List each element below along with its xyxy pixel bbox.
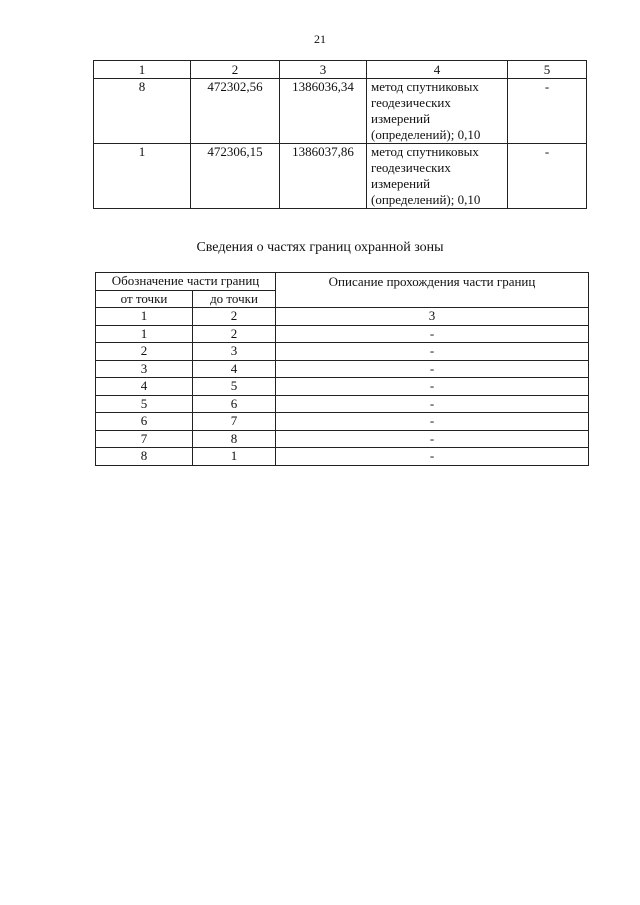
description-cell: - xyxy=(276,325,589,343)
table-row xyxy=(94,144,587,209)
description-cell: - xyxy=(276,360,589,378)
coordinates-header-cell: 2 xyxy=(191,61,280,79)
boundary-parts-table xyxy=(95,272,589,466)
parts-numbering-row xyxy=(96,308,589,326)
from-point-cell: 3 xyxy=(96,360,193,378)
to-point-cell: 2 xyxy=(193,325,276,343)
note-cell: - xyxy=(508,79,587,144)
table-row xyxy=(96,343,589,361)
y-coordinate-cell: 1386037,86 xyxy=(280,144,367,209)
coordinates-table xyxy=(93,60,587,209)
numbering-cell: 3 xyxy=(276,308,589,326)
coordinates-header-cell: 5 xyxy=(508,61,587,79)
method-line: (определений); 0,10 xyxy=(371,127,481,142)
method-cell xyxy=(367,79,508,144)
parts-header-row xyxy=(96,273,589,291)
from-point-cell: 1 xyxy=(96,325,193,343)
table-row xyxy=(96,360,589,378)
method-line: метод спутниковых xyxy=(371,79,479,94)
to-point-cell: 8 xyxy=(193,430,276,448)
method-line: геодезических xyxy=(371,160,451,175)
method-line: измерений xyxy=(371,111,431,126)
table-row xyxy=(96,378,589,396)
from-point-cell: 5 xyxy=(96,395,193,413)
from-point-header: от точки xyxy=(96,290,193,308)
coordinates-header-cell: 1 xyxy=(94,61,191,79)
description-header: Описание прохождения части границ xyxy=(276,273,589,308)
table-row xyxy=(96,448,589,466)
table-row xyxy=(96,395,589,413)
to-point-header: до точки xyxy=(193,290,276,308)
to-point-cell: 4 xyxy=(193,360,276,378)
to-point-cell: 6 xyxy=(193,395,276,413)
coordinates-header-cell: 3 xyxy=(280,61,367,79)
method-cell xyxy=(367,144,508,209)
coordinates-header-row xyxy=(94,61,587,79)
page-number: 21 xyxy=(314,32,326,46)
method-line: метод спутниковых xyxy=(371,144,479,159)
method-line: (определений); 0,10 xyxy=(371,192,481,207)
designation-header: Обозначение части границ xyxy=(96,273,276,291)
description-cell: - xyxy=(276,343,589,361)
from-point-cell: 4 xyxy=(96,378,193,396)
coordinates-header-cell: 4 xyxy=(367,61,508,79)
from-point-cell: 2 xyxy=(96,343,193,361)
table-row xyxy=(96,430,589,448)
table-row xyxy=(94,79,587,144)
to-point-cell: 7 xyxy=(193,413,276,431)
point-number-cell: 8 xyxy=(94,79,191,144)
description-cell: - xyxy=(276,413,589,431)
x-coordinate-cell: 472302,56 xyxy=(191,79,280,144)
table-row xyxy=(96,413,589,431)
from-point-cell: 7 xyxy=(96,430,193,448)
table-row xyxy=(96,325,589,343)
to-point-cell: 3 xyxy=(193,343,276,361)
to-point-cell: 1 xyxy=(193,448,276,466)
method-line: геодезических xyxy=(371,95,451,110)
method-line: измерений xyxy=(371,176,431,191)
numbering-cell: 1 xyxy=(96,308,193,326)
from-point-cell: 6 xyxy=(96,413,193,431)
note-cell: - xyxy=(508,144,587,209)
section-title: Сведения о частях границ охранной зоны xyxy=(196,240,444,255)
point-number-cell: 1 xyxy=(94,144,191,209)
description-cell: - xyxy=(276,448,589,466)
description-cell: - xyxy=(276,430,589,448)
to-point-cell: 5 xyxy=(193,378,276,396)
numbering-cell: 2 xyxy=(193,308,276,326)
description-cell: - xyxy=(276,378,589,396)
y-coordinate-cell: 1386036,34 xyxy=(280,79,367,144)
x-coordinate-cell: 472306,15 xyxy=(191,144,280,209)
description-cell: - xyxy=(276,395,589,413)
from-point-cell: 8 xyxy=(96,448,193,466)
